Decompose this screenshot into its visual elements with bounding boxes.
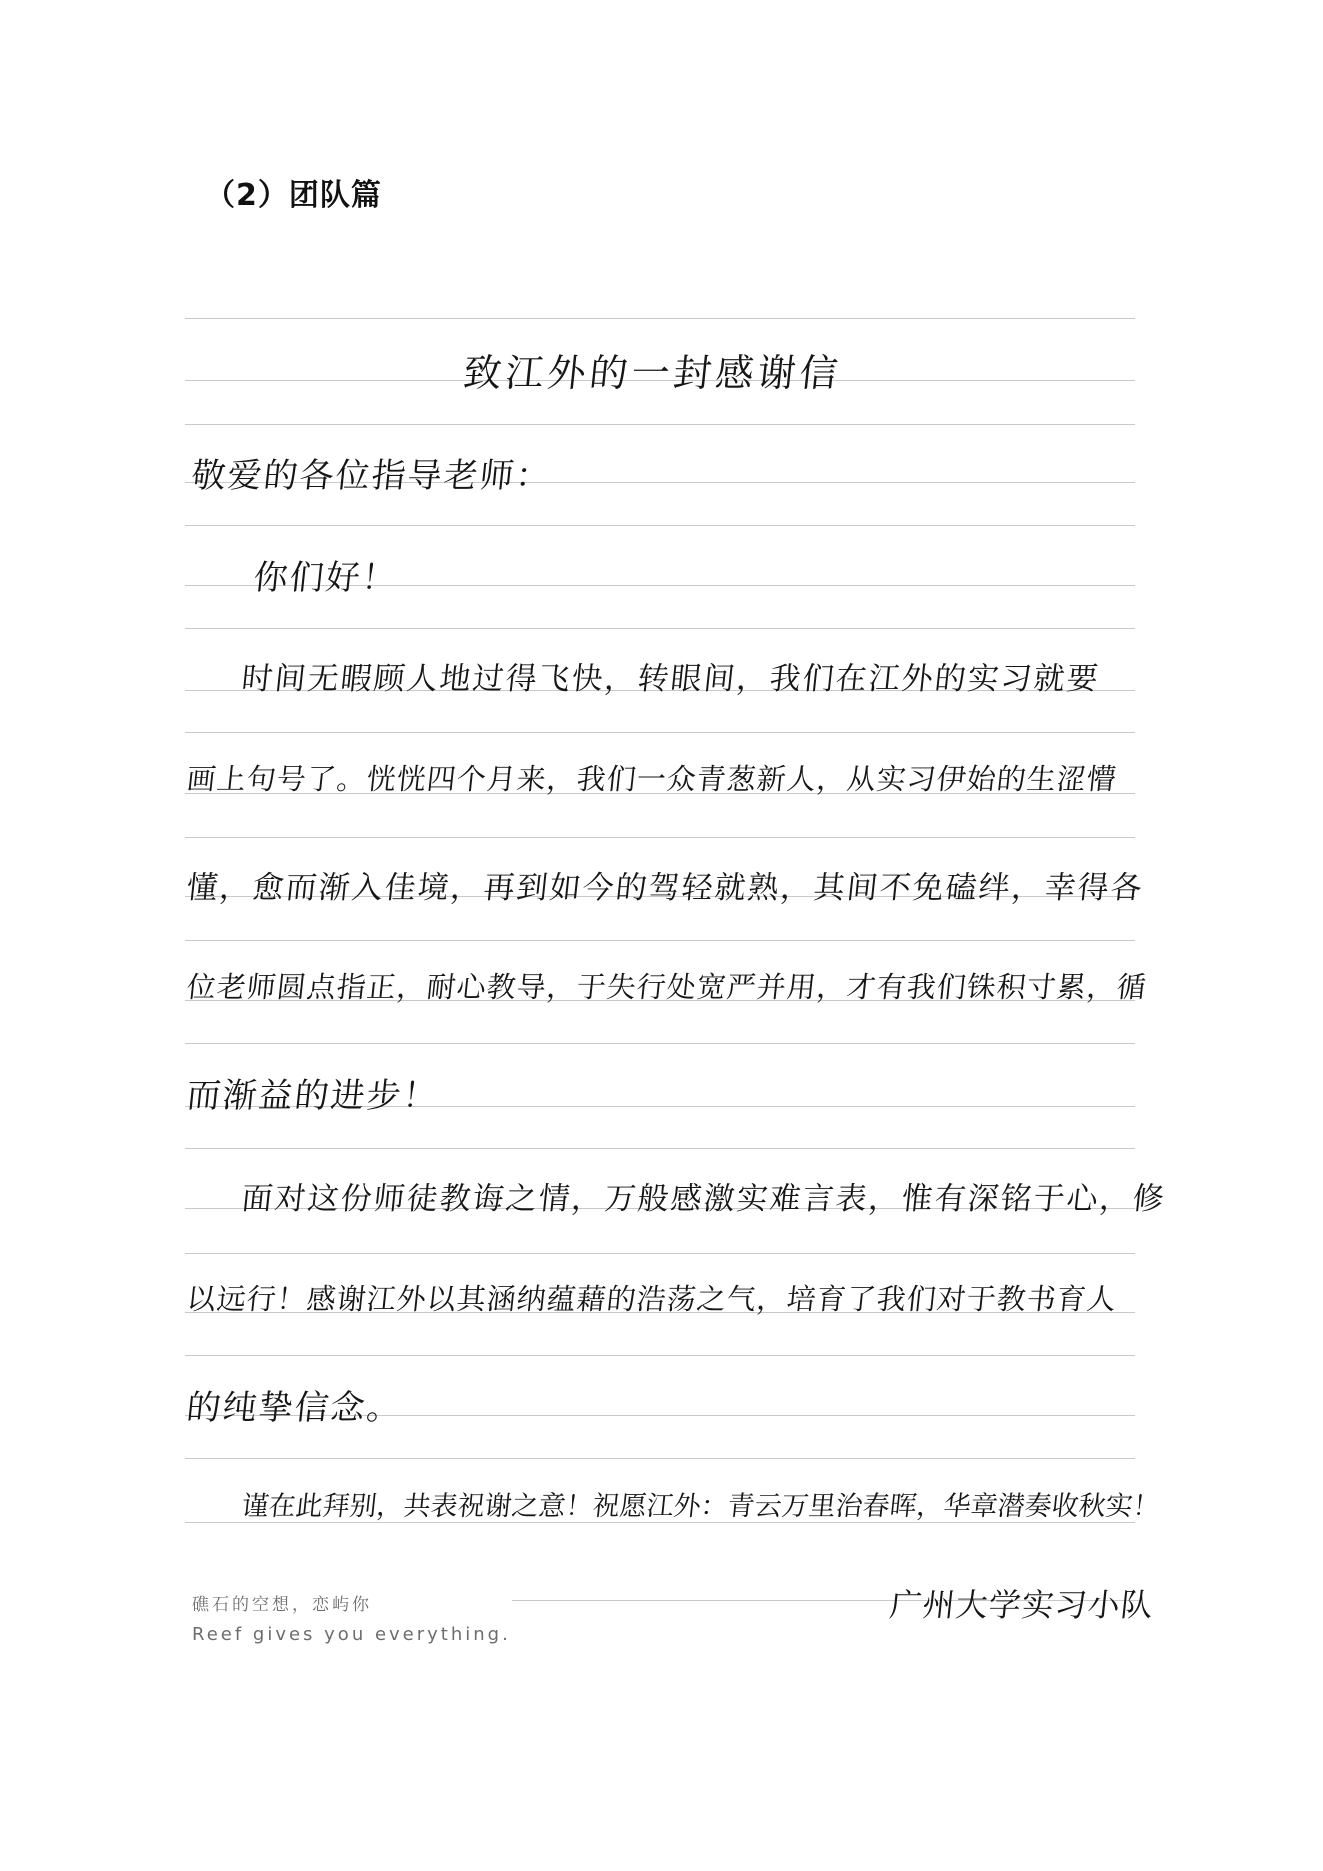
letter-line: 的纯挚信念。 [184,1388,405,1428]
letter-line: 画上句号了。恍恍四个月来，我们一众青葱新人，从实习伊始的生涩懵 [185,762,1119,796]
ruled-line [185,1253,1135,1254]
section-heading: （2）团队篇 [205,178,382,213]
ruled-line [185,318,1135,319]
letter-line: 以远行！感谢江外以其涵纳蕴藉的浩荡之气，培育了我们对于教书育人 [185,1282,1119,1316]
ruled-line [185,628,1135,629]
stationery-brand-cn: 礁石的空想，恋屿你 [192,1595,372,1615]
stationery-brand-en: Reef gives you everything. [192,1624,511,1645]
ruled-line [185,1355,1135,1356]
ruled-line [185,837,1135,838]
letter-line: 时间无暇顾人地过得飞快，转眼间，我们在江外的实习就要 [239,661,1102,697]
letter-signature: 广州大学实习小队 [887,1586,1156,1624]
ruled-line [185,1148,1135,1149]
ruled-line [185,424,1135,425]
letter-line: 位老师圆点指正，耐心教导，于失行处宽严并用，才有我们铢积寸累，循 [185,970,1149,1004]
ruled-line [185,525,1135,526]
letter-salutation: 敬爱的各位指导老师： [189,456,554,496]
ruled-line [185,1043,1135,1044]
ruled-line [185,1458,1135,1459]
ruled-line [185,732,1135,733]
letter-line: 面对这份师徒教诲之情，万般感激实难言表，惟有深铭于心，修 [239,1181,1168,1217]
letter-greeting: 你们好！ [251,558,400,598]
letter-line: 而渐益的进步！ [184,1076,441,1116]
ruled-line [185,940,1135,941]
letter-line: 懂，愈而渐入佳境，再到如今的驾轻就熟，其间不免磕绊，幸得各 [184,870,1146,906]
letter-paper [182,300,1168,1680]
letter-line: 谨在此拜别，共表祝谢之意！祝愿江外：青云万里治春晖，华章潜奏收秋实！ [240,1491,1162,1522]
letter-title: 致江外的一封感谢信 [461,351,844,395]
